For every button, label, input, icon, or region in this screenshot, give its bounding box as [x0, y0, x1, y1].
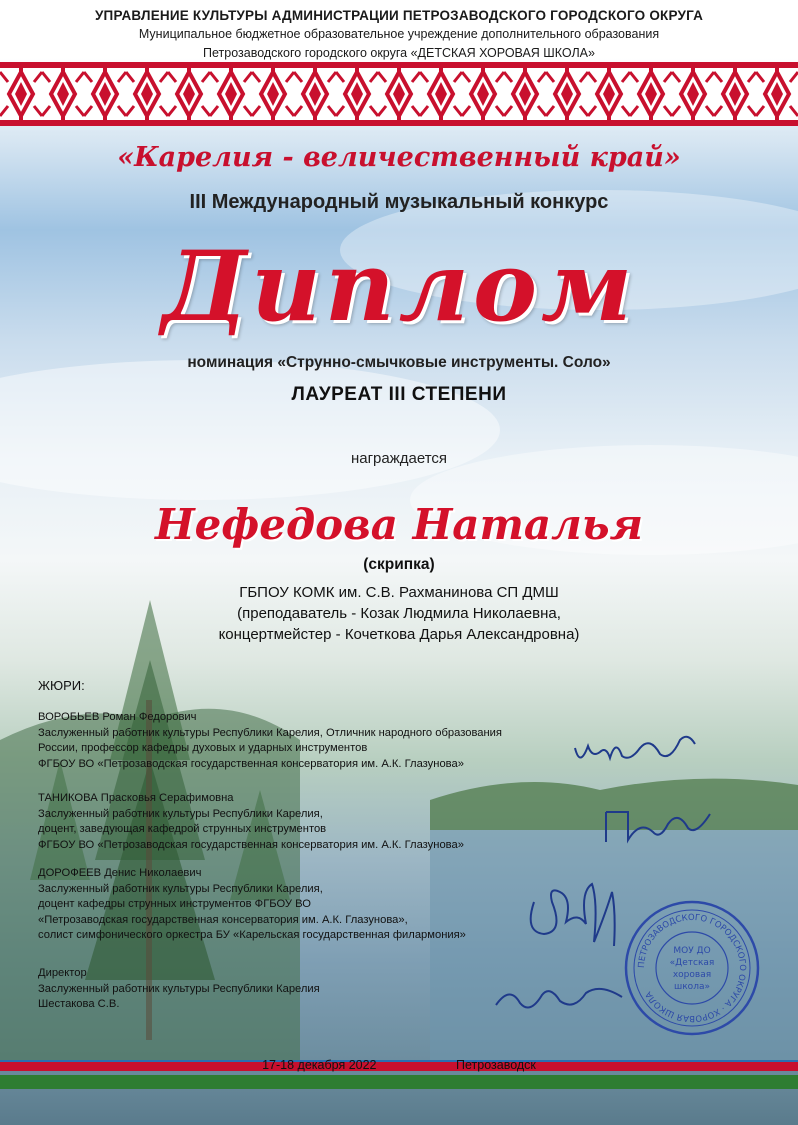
footer-dates: 17-18 декабря 2022 — [262, 1058, 377, 1072]
header-line-2: Муниципальное бюджетное образовательное учреждение дополнительного образования — [138, 27, 660, 41]
director-name: Шестакова С.В. — [38, 998, 120, 1010]
signature-dorofeev — [520, 872, 630, 952]
jury-member-line: солист симфонического оркестра БУ «Карельская государственная филармония» — [38, 929, 466, 941]
director-block — [38, 966, 320, 1013]
awarded-text: награждается — [350, 450, 448, 467]
jury-title: ЖЮРИ: — [38, 678, 85, 693]
official-stamp — [622, 898, 762, 1038]
jury-member-line: Заслуженный работник культуры Республики Карелия, — [38, 882, 323, 895]
jury-member-line: «Петрозаводская государственная консерватория им. А.К. Глазунова», — [38, 913, 408, 926]
stamp-center-line: хоровая — [672, 970, 712, 980]
recipient-school-block — [0, 582, 798, 645]
stamp-outer-text: ПЕТРОЗАВОДСКОГО ГОРОДСКОГО ОКРУГА · ХОРОВАЯ ШКОЛА — [636, 912, 748, 1024]
stamp-center-line: МОУ ДО — [673, 946, 711, 956]
director-line: Заслуженный работник культуры Республики Карелия — [38, 982, 320, 995]
jury-member-line: доцент кафедры струнных инструментов ФГБОУ ВО — [38, 898, 311, 910]
contest-subtitle: «Карелия - величественный край» — [117, 142, 681, 173]
signature-vorobyev — [570, 728, 700, 778]
jury-member-line: России, профессор кафедры духовых и ударных инструментов — [38, 742, 368, 754]
contest-title: III Международный музыкальный конкурс — [189, 191, 609, 213]
header-line-3: Петрозаводского городского округа «ДЕТСКАЯ ХОРОВАЯ ШКОЛА» — [203, 46, 595, 60]
recipient-name: Нефедова Наталья — [154, 500, 644, 549]
stamp-center-line: школа» — [674, 982, 710, 992]
jury-member-line: Заслуженный работник культуры Республики Карелия, Отличник народного образования — [38, 726, 502, 739]
nomination: номинация «Струнно-смычковые инструменты. Соло» — [187, 354, 611, 371]
header-line-1: УПРАВЛЕНИЕ КУЛЬТУРЫ АДМИНИСТРАЦИИ ПЕТРОЗАВОДСКОГО ГОРОДСКОГО ОКРУГА — [94, 8, 704, 23]
jury-member — [38, 710, 502, 772]
stamp-center-line: «Детская — [669, 958, 715, 968]
laureate-degree: ЛАУРЕАТ III СТЕПЕНИ — [291, 384, 507, 405]
jury-member-line: доцент, заведующая кафедрой струнных инструментов — [38, 823, 327, 835]
jury-member-line: ФГБОУ ВО «Петрозаводская государственная консерватория им. А.К. Глазунова» — [38, 838, 464, 851]
jury-member-name: ДОРОФЕЕВ Денис Николаевич — [38, 867, 202, 879]
recipient-instrument: (скрипка) — [363, 556, 435, 573]
jury-member — [38, 866, 466, 944]
recipient-accompanist: концертмейстер - Кочеткова Дарья Александровна) — [218, 626, 580, 643]
diploma-heading: Диплом — [161, 230, 637, 343]
footer — [0, 1058, 798, 1072]
jury-member-name: ВОРОБЬЕВ Роман Федорович — [38, 711, 197, 723]
jury-member-name: ТАНИКОВА Прасковья Серафимовна — [38, 792, 234, 804]
jury-member-line: ФГБОУ ВО «Петрозаводская государственная консерватория им. А.К. Глазунова» — [38, 757, 464, 770]
footer-green-stripe — [0, 1075, 798, 1089]
footer-city: Петрозаводск — [456, 1058, 536, 1072]
jury-member-line: Заслуженный работник культуры Республики Карелия, — [38, 807, 323, 820]
recipient-teacher: (преподаватель - Козак Людмила Николаевна, — [237, 605, 561, 622]
recipient-school: ГБПОУ КОМК им. С.В. Рахманинова СП ДМШ — [239, 584, 559, 601]
jury-member — [38, 791, 464, 853]
signature-director — [490, 975, 630, 1020]
signature-tanikova — [598, 800, 718, 850]
director-title: Директор — [38, 967, 87, 979]
